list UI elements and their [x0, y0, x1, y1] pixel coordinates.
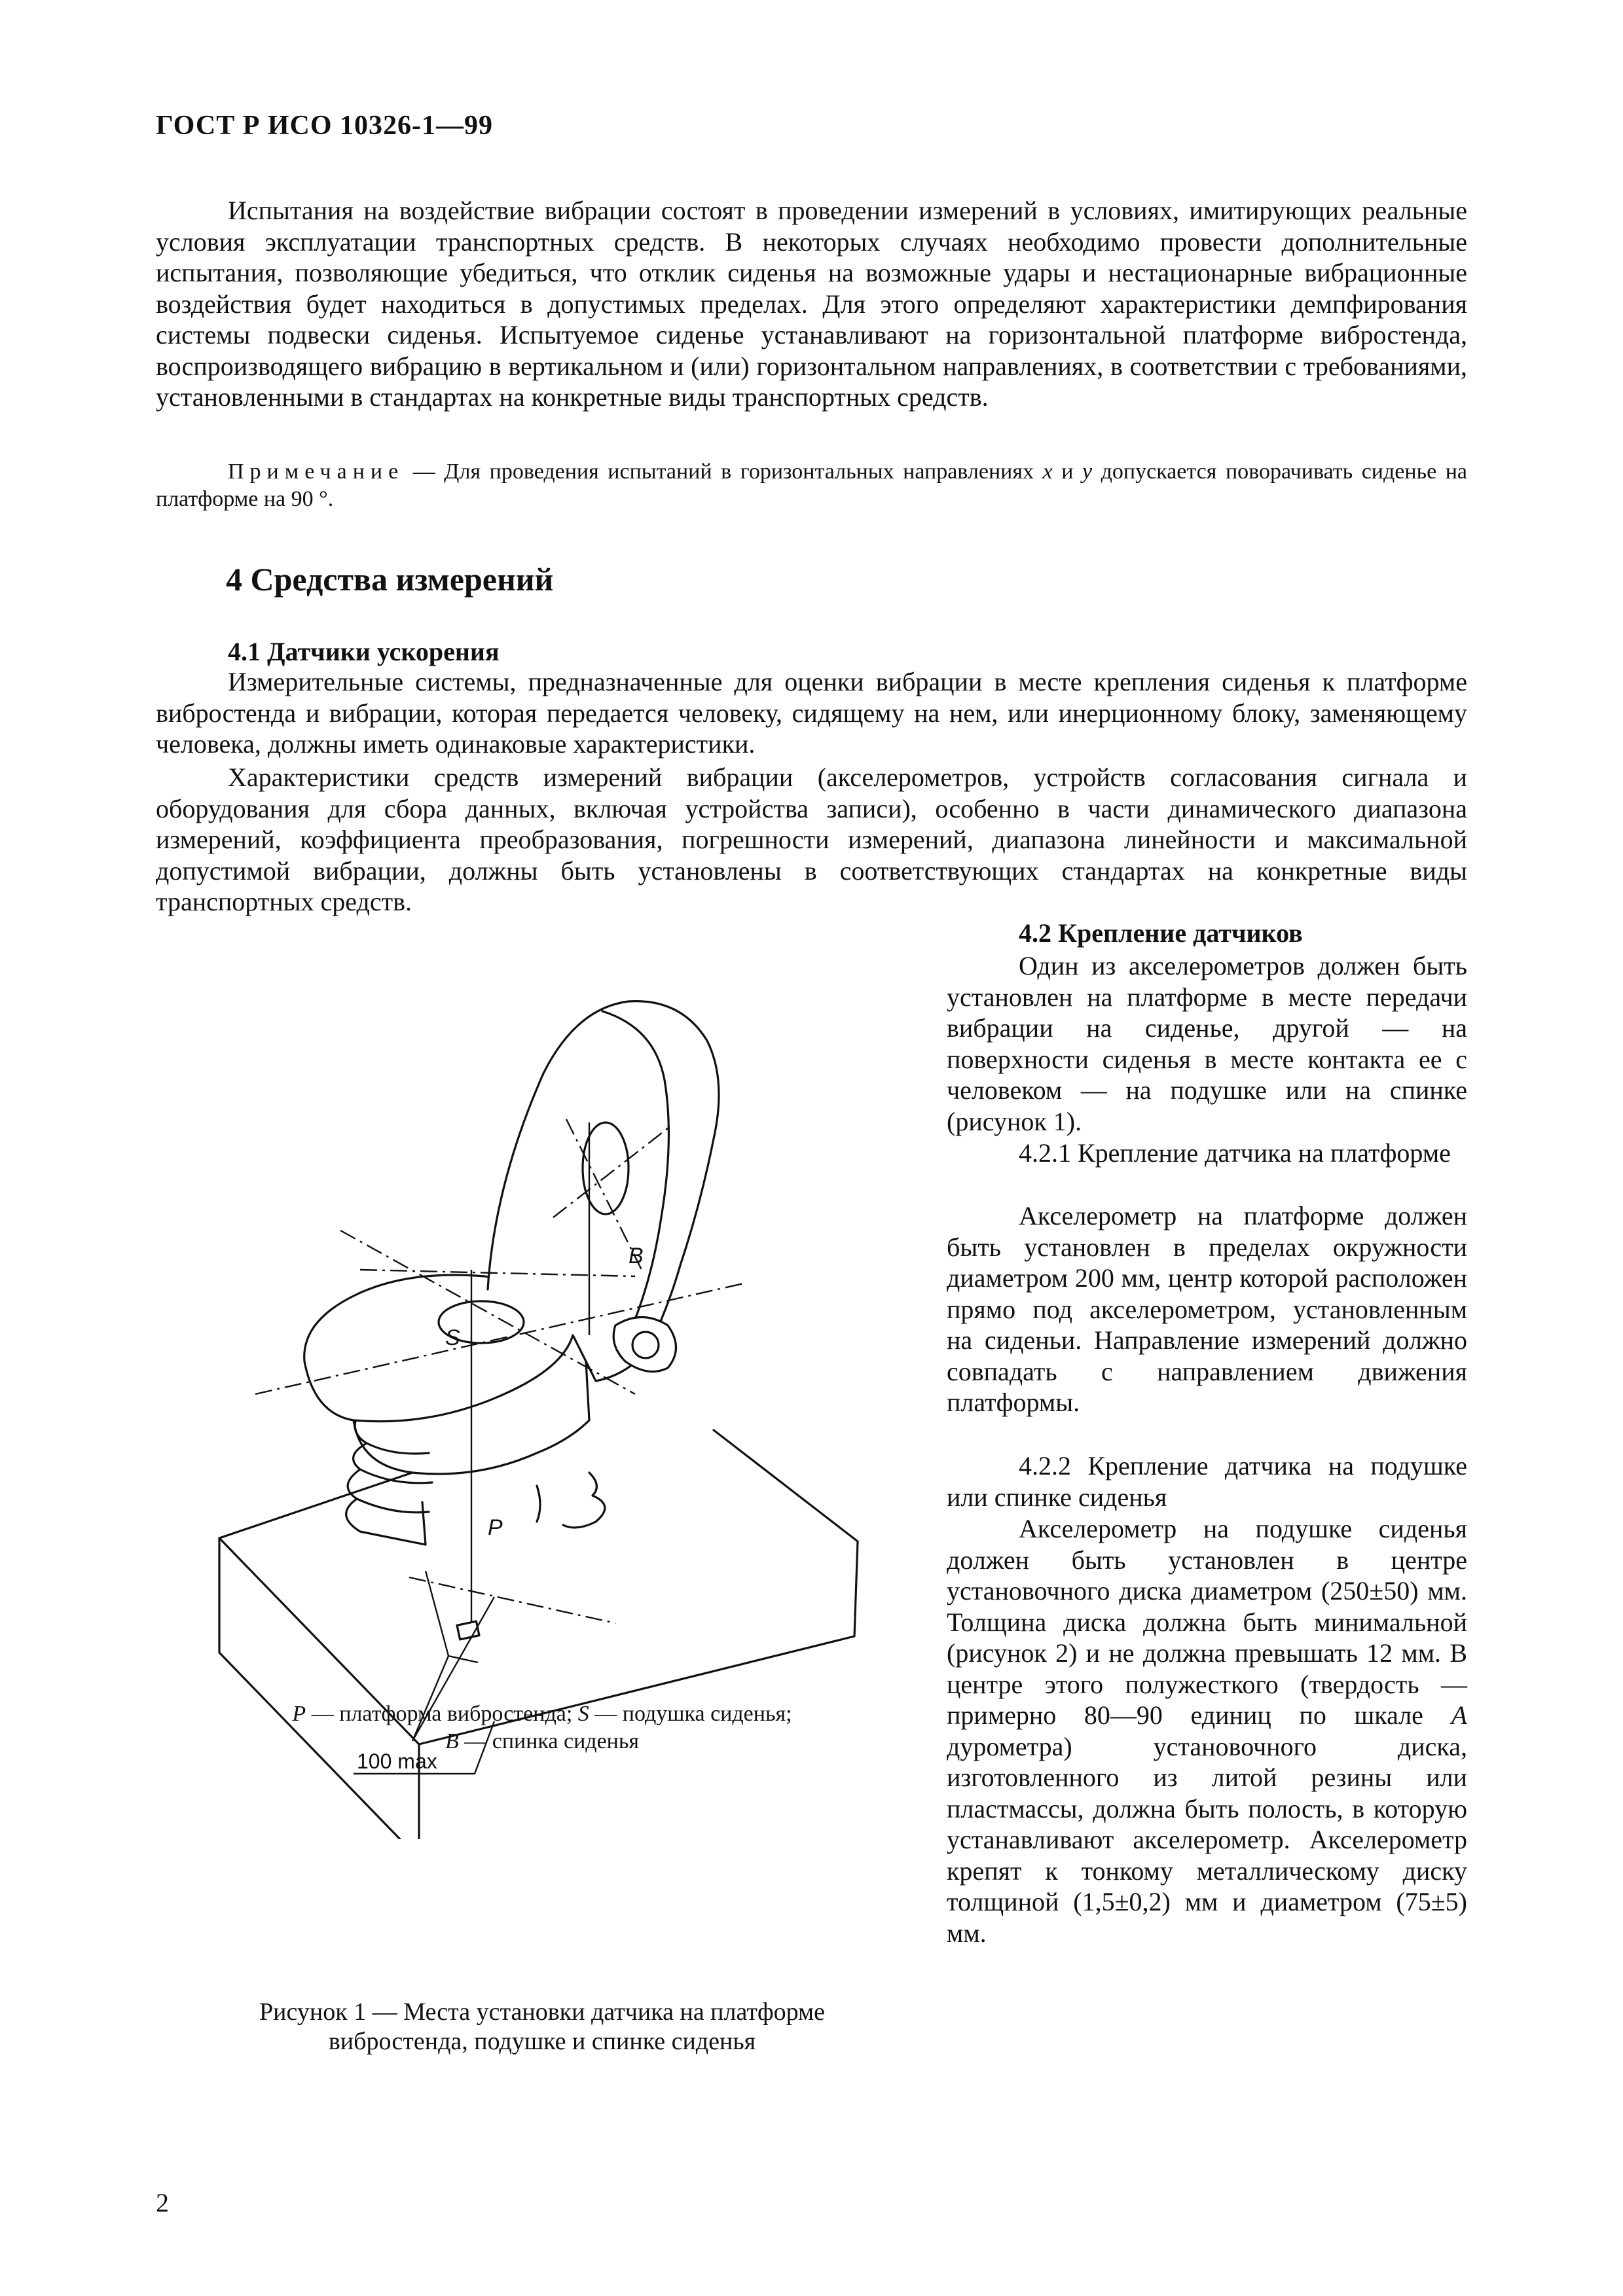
document-header: ГОСТ Р ИСО 10326-1—99 — [156, 111, 494, 141]
durometer-scale: A — [1451, 1700, 1467, 1730]
section-4-2-2-text-a: Акселерометр на подушке сиденья должен быть установлен в центре установочного диска диаметром (250±50) мм. Толщина диска должна быть минимальной (рисунок 2) и не должна превышать 12 мм. В центре этого полужесткого (твердость — примерно 80—90 единиц по шкале — [947, 1514, 1467, 1730]
page-number: 2 — [156, 2188, 169, 2217]
figure-caption-line-2: вибростенда, подушке и спинке сиденья — [328, 2028, 756, 2055]
note-label: Примечание — [228, 459, 405, 484]
intro-note — [156, 458, 1467, 513]
legend-b-symbol: B — [445, 1729, 459, 1753]
section-4-2-1-heading: 4.2.1 Крепление датчика на платформе — [1019, 1138, 1451, 1168]
figure-caption-line-1: Рисунок 1 — Места установки датчика на платформе — [259, 1998, 825, 2026]
note-text-3: допускается поворачивать сиденье на платформе на 90 °. — [156, 459, 1468, 511]
legend-s-text: — подушка сиденья; — [589, 1702, 792, 1726]
figure-1-caption — [156, 1998, 928, 2056]
label-platform-p: P — [488, 1515, 503, 1540]
section-4-2-paragraph: Один из акселерометров должен быть установлен на платформе в месте передачи вибрации на сиденье, другой — на поверхности сиденья в месте контакта ее с человеком — на подушке или на спинке (рисунок 1). — [947, 951, 1467, 1136]
intro-paragraph: Испытания на воздействие вибрации состоят в проведении измерений в условиях, имитирующих реальные условия эксплуатации транспортных средств. В некоторых случаях необходимо провести дополнительные испытания, позволяющие убедиться, что отклик сиденья на возможные удары и нестационарные вибрационные воздействия будет находиться в допустимых пределах. Для этого определяют характеристики демпфирования системы подвески сиденья. Испытуемое сиденье устанавливают на горизонтальной платформе вибростенда, воспроизводящего вибрацию в вертикальном и (или) горизонтальном направлениях, в соответствии с требованиями, установленными в стандартах на конкретные виды транспортных средств. — [156, 196, 1467, 412]
section-4-1-paragraph-1: Измерительные системы, предназначенные для оценки вибрации в месте крепления сиденья к платформе вибростенда и вибрации, которая передается человеку, сидящему на нем, или инерционному блоку, заменяющему человека, должны иметь одинаковые характеристики. — [156, 667, 1467, 759]
label-cushion-s: S — [445, 1325, 460, 1350]
legend-b-text: — спинка сиденья — [458, 1729, 640, 1753]
platform-block — [219, 1430, 858, 1744]
section-4-2-1-text: Акселерометр на платформе должен быть установлен в пределах окружности диаметром 200 мм, центр которой расположен прямо под акселерометром, установленным на сиденьи. Направление измерений должно совпадать с направлением движения платформы. — [947, 1201, 1467, 1417]
section-4-1-heading: 4.1 Датчики ускорения — [228, 637, 500, 666]
section-4-2-2-text-b: дурометра) установочного диска, изготовленного из литой резины или пластмассы, должна быть полость, в которую устанавливают акселерометр. Акселерометр крепят к тонкому металлическому диску толщиной (1,5±0,2) мм и диаметром (75±5) мм. — [947, 1731, 1467, 1948]
section-4-2-2-heading: 4.2.2 Крепление датчика на подушке или спинке сиденья — [947, 1451, 1467, 1512]
section-4-2-2-text — [947, 1513, 1467, 1948]
note-text-1: — Для проведения испытаний в горизонтальных направлениях — [404, 459, 1043, 484]
section-4-2-heading: 4.2 Крепление датчиков — [1019, 918, 1303, 948]
note-axis-x: x — [1042, 459, 1053, 484]
note-text-2: и — [1052, 459, 1082, 484]
note-axis-y: y — [1082, 459, 1093, 484]
section-4-1-paragraph-2: Характеристики средств измерений вибрации (акселерометров, устройств согласования сигнала и оборудования для сбора данных, включая устройства записи), особенно в части динамического диапазона измерений, коэффициента преобразования, погрешности измерений, диапазона линейности и максимальной допустимой вибрации, должны быть установлены в соответствующих стандартах на конкретные виды транспортных средств. — [156, 762, 1467, 916]
legend-p-text: — платформа вибростенда; — [306, 1702, 578, 1726]
figure-1-legend — [156, 1700, 928, 1755]
label-backrest-b: B — [629, 1244, 644, 1268]
legend-s-symbol: S — [577, 1702, 589, 1726]
section-4-heading: 4 Средства измерений — [226, 561, 554, 598]
legend-p-symbol: P — [292, 1702, 306, 1726]
label-dimension: 100 max — [357, 1749, 437, 1773]
